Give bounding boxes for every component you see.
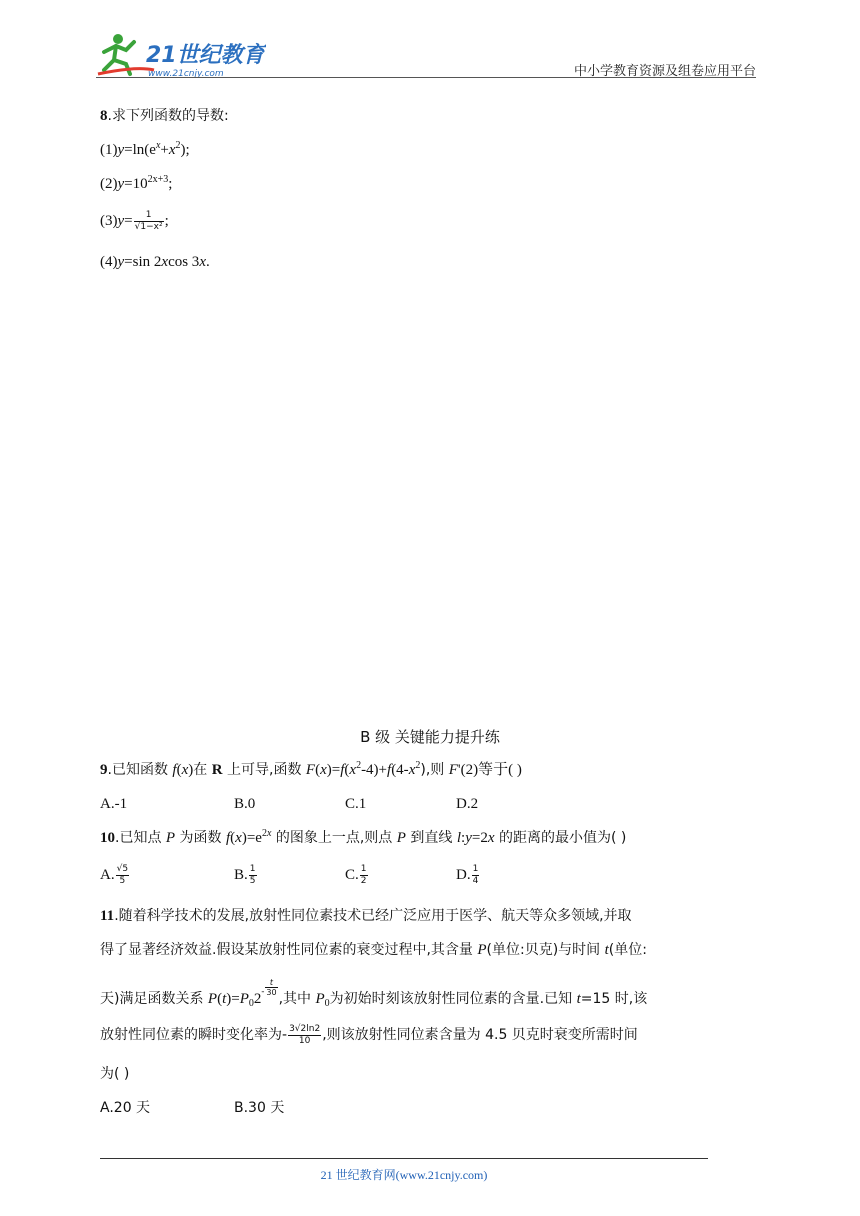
fraction: $\frac{1}{\text{√1−x²}}$: [134, 210, 163, 232]
question-8-part-1: $(1)y=\ln(e^x+x^2)$;: [100, 140, 190, 158]
platform-name: 中小学教育资源及组卷应用平台: [573, 64, 756, 79]
option-a: A.20 天: [100, 1100, 151, 1116]
option-d: D.2: [456, 796, 479, 812]
option-b: B. $\frac{1}{5}$: [234, 864, 256, 886]
logo-text: 21世纪教育: [146, 43, 265, 68]
question-11-line-3: 天)满足函数关系 $P(t)=P_02-$ $\frac{t}{30}$ ,其中 $P_0$为初始时刻该放射性同位素的含量.已知 t=15 时,该: [100, 978, 648, 1009]
question-11-line-2: 得了显著经济效益.假设某放射性同位素的衰变过程中,其含量 P(单位:贝克)与时间 t(单位:: [100, 942, 647, 958]
question-8-stem: 8.求下列函数的导数:: [100, 108, 229, 124]
footer-divider: [100, 1158, 708, 1159]
question-9-stem: 9.已知函数 f(x)在 R 上可导,函数 $F(x)=f(x^2-4)+f(4-x^2)$,则 F'(2)等于( ): [100, 760, 522, 778]
option-c: C. $\frac{1}{2}$: [345, 864, 367, 886]
option-a: A.-1: [100, 796, 128, 812]
question-8-part-2: $(2)y=10^{2x+3}$;: [100, 174, 173, 192]
question-11-line-4: 放射性同位素的瞬时变化率为- $\frac{3√2\ln 2}{10}$ ,则该放射性同位素含量为 4.5 贝克时衰变所需时间: [100, 1024, 638, 1046]
question-11-line-5: 为( ): [100, 1066, 130, 1082]
option-b: B.0: [234, 796, 256, 812]
footer-link[interactable]: 21 世纪教育网(www.21cnjy.com): [320, 1168, 488, 1182]
section-title: B 级 关键能力提升练: [360, 728, 500, 746]
question-10-stem: 10.已知点 P 为函数 $f(x)=e^{2x}$ 的图象上一点,则点 P 到直线 l:y=2x 的距离的最小值为( ): [100, 828, 627, 846]
question-8-part-4: (4)y=sin 2xcos 3x.: [100, 254, 210, 270]
option-b: B.30 天: [234, 1100, 285, 1116]
question-8-part-3: (3)y= $\frac{1}{\text{√1−x²}}$ ;: [100, 210, 169, 232]
logo: [96, 30, 266, 80]
question-11-line-1: 11.随着科学技术的发展,放射性同位素技术已经广泛应用于医学、航天等众多领域,并取: [100, 908, 632, 924]
option-d: D. $\frac{1}{4}$: [456, 864, 479, 886]
option-c: C.1: [345, 796, 367, 812]
header-divider: [96, 77, 756, 78]
option-a: A. $\frac{√5}{5}$: [100, 864, 129, 886]
logo-url: www.21cnjy.com: [148, 69, 224, 79]
